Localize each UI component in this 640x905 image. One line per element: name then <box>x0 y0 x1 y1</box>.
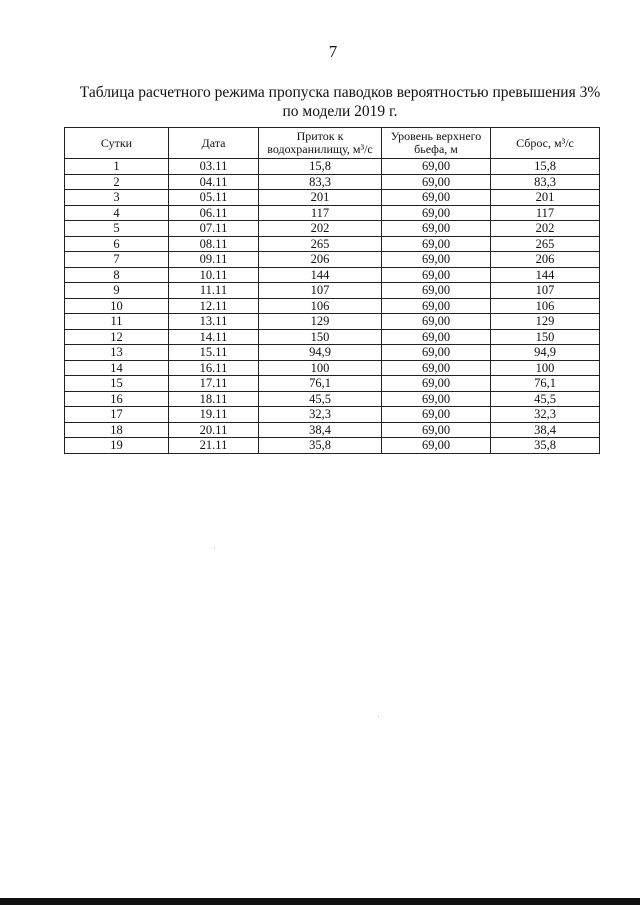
cell-date: 06.11 <box>169 205 259 221</box>
header-day: Сутки <box>65 128 169 159</box>
cell-date: 12.11 <box>169 298 259 314</box>
cell-date: 15.11 <box>169 345 259 361</box>
scan-speck <box>378 716 379 717</box>
table-body <box>65 159 600 454</box>
cell-level: 69,00 <box>382 345 491 361</box>
header-inflow-line1: Приток к <box>296 129 344 143</box>
cell-day: 3 <box>65 190 169 206</box>
cell-day: 9 <box>65 283 169 299</box>
cell-day: 16 <box>65 391 169 407</box>
cell-level: 69,00 <box>382 205 491 221</box>
cell-level: 69,00 <box>382 252 491 268</box>
cell-level: 69,00 <box>382 190 491 206</box>
cell-level: 69,00 <box>382 159 491 175</box>
cell-date: 10.11 <box>169 267 259 283</box>
table-row <box>65 422 600 438</box>
header-date: Дата <box>169 128 259 159</box>
cell-release: 117 <box>491 205 600 221</box>
cell-release: 45,5 <box>491 391 600 407</box>
cell-day: 13 <box>65 345 169 361</box>
table-row <box>65 376 600 392</box>
header-release: Сброс, м³/с <box>491 128 600 159</box>
cell-inflow: 106 <box>259 298 382 314</box>
cell-date: 17.11 <box>169 376 259 392</box>
cell-inflow: 107 <box>259 283 382 299</box>
cell-day: 18 <box>65 422 169 438</box>
cell-inflow: 100 <box>259 360 382 376</box>
cell-date: 13.11 <box>169 314 259 330</box>
cell-level: 69,00 <box>382 422 491 438</box>
cell-release: 15,8 <box>491 159 600 175</box>
table-row <box>65 360 600 376</box>
table-row <box>65 236 600 252</box>
table-row <box>65 283 600 299</box>
header-inflow <box>259 128 382 159</box>
header-level <box>382 128 491 159</box>
table-header-row <box>65 128 600 159</box>
cell-date: 20.11 <box>169 422 259 438</box>
cell-date: 16.11 <box>169 360 259 376</box>
cell-day: 5 <box>65 221 169 237</box>
table-row <box>65 205 600 221</box>
cell-level: 69,00 <box>382 407 491 423</box>
cell-inflow: 45,5 <box>259 391 382 407</box>
cell-inflow: 206 <box>259 252 382 268</box>
table-row <box>65 190 600 206</box>
cell-release: 35,8 <box>491 438 600 454</box>
cell-release: 150 <box>491 329 600 345</box>
cell-release: 202 <box>491 221 600 237</box>
table-row <box>65 391 600 407</box>
cell-release: 265 <box>491 236 600 252</box>
cell-date: 18.11 <box>169 391 259 407</box>
cell-level: 69,00 <box>382 174 491 190</box>
table-row <box>65 407 600 423</box>
cell-day: 6 <box>65 236 169 252</box>
cell-release: 129 <box>491 314 600 330</box>
cell-date: 19.11 <box>169 407 259 423</box>
cell-inflow: 129 <box>259 314 382 330</box>
table-row <box>65 314 600 330</box>
cell-day: 12 <box>65 329 169 345</box>
cell-level: 69,00 <box>382 391 491 407</box>
header-inflow-line2: водохранилищу, м³/с <box>267 142 373 156</box>
cell-day: 19 <box>65 438 169 454</box>
table-title-line1: Таблица расчетного режима пропуска паводков вероятностью превышения 3% <box>79 84 601 101</box>
cell-release: 94,9 <box>491 345 600 361</box>
cell-date: 08.11 <box>169 236 259 252</box>
cell-day: 15 <box>65 376 169 392</box>
cell-inflow: 265 <box>259 236 382 252</box>
table-title <box>60 83 620 121</box>
table-row <box>65 267 600 283</box>
cell-inflow: 202 <box>259 221 382 237</box>
cell-inflow: 94,9 <box>259 345 382 361</box>
cell-release: 76,1 <box>491 376 600 392</box>
table-title-line2: по модели 2019 г. <box>282 103 398 120</box>
cell-release: 83,3 <box>491 174 600 190</box>
table-row <box>65 329 600 345</box>
cell-day: 11 <box>65 314 169 330</box>
cell-day: 2 <box>65 174 169 190</box>
cell-level: 69,00 <box>382 267 491 283</box>
header-level-line1: Уровень верхнего <box>390 129 482 143</box>
cell-inflow: 15,8 <box>259 159 382 175</box>
cell-inflow: 38,4 <box>259 422 382 438</box>
cell-day: 4 <box>65 205 169 221</box>
flood-regime-table <box>64 127 600 454</box>
cell-release: 100 <box>491 360 600 376</box>
cell-level: 69,00 <box>382 438 491 454</box>
cell-inflow: 117 <box>259 205 382 221</box>
cell-release: 144 <box>491 267 600 283</box>
table-row <box>65 438 600 454</box>
cell-inflow: 76,1 <box>259 376 382 392</box>
table-row <box>65 159 600 175</box>
cell-date: 11.11 <box>169 283 259 299</box>
table-row <box>65 345 600 361</box>
cell-day: 1 <box>65 159 169 175</box>
cell-release: 38,4 <box>491 422 600 438</box>
cell-date: 04.11 <box>169 174 259 190</box>
cell-date: 07.11 <box>169 221 259 237</box>
cell-day: 8 <box>65 267 169 283</box>
cell-inflow: 32,3 <box>259 407 382 423</box>
scan-speck <box>214 548 215 549</box>
cell-day: 10 <box>65 298 169 314</box>
page-number: 7 <box>328 42 338 61</box>
cell-level: 69,00 <box>382 314 491 330</box>
cell-day: 14 <box>65 360 169 376</box>
table-row <box>65 221 600 237</box>
table-row <box>65 174 600 190</box>
cell-level: 69,00 <box>382 298 491 314</box>
table-row <box>65 298 600 314</box>
cell-day: 17 <box>65 407 169 423</box>
scan-bottom-edge <box>0 898 640 905</box>
cell-inflow: 144 <box>259 267 382 283</box>
cell-release: 206 <box>491 252 600 268</box>
cell-level: 69,00 <box>382 221 491 237</box>
cell-inflow: 35,8 <box>259 438 382 454</box>
cell-level: 69,00 <box>382 283 491 299</box>
cell-inflow: 201 <box>259 190 382 206</box>
cell-date: 14.11 <box>169 329 259 345</box>
cell-inflow: 150 <box>259 329 382 345</box>
cell-release: 107 <box>491 283 600 299</box>
cell-date: 03.11 <box>169 159 259 175</box>
cell-release: 106 <box>491 298 600 314</box>
cell-level: 69,00 <box>382 236 491 252</box>
cell-level: 69,00 <box>382 376 491 392</box>
cell-level: 69,00 <box>382 329 491 345</box>
table-row <box>65 252 600 268</box>
header-level-line2: бьефа, м <box>414 142 458 156</box>
cell-release: 32,3 <box>491 407 600 423</box>
cell-date: 05.11 <box>169 190 259 206</box>
cell-release: 201 <box>491 190 600 206</box>
cell-date: 09.11 <box>169 252 259 268</box>
cell-day: 7 <box>65 252 169 268</box>
cell-date: 21.11 <box>169 438 259 454</box>
cell-level: 69,00 <box>382 360 491 376</box>
cell-inflow: 83,3 <box>259 174 382 190</box>
